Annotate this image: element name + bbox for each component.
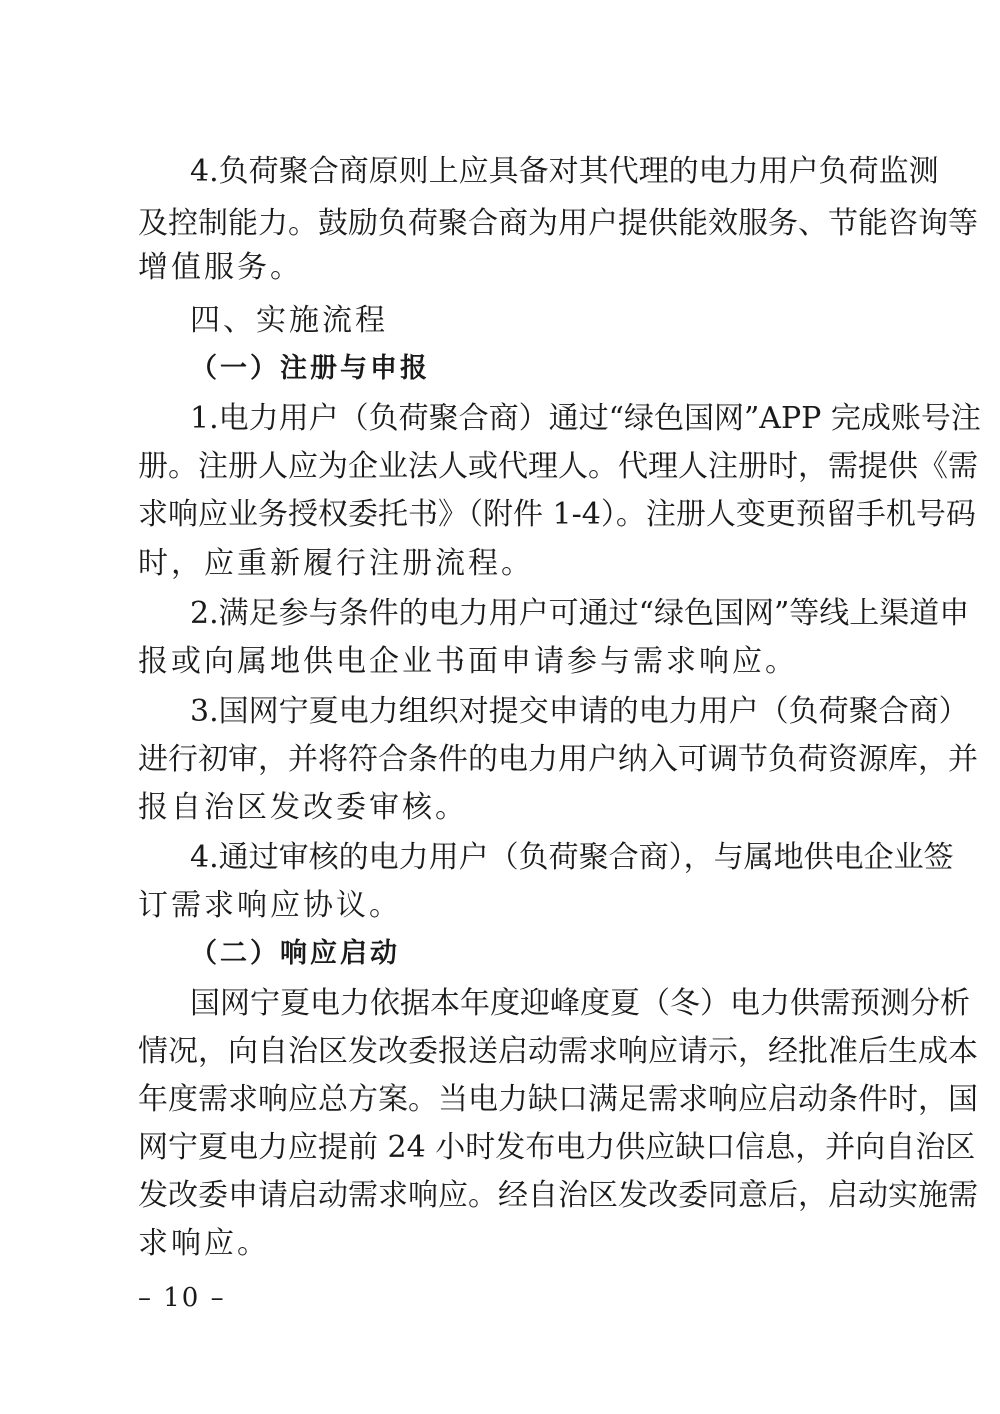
paragraph-line: 订需求响应协议。 [138,888,402,923]
paragraph-line: 3.国网宁夏电力组织对提交申请的电力用户（负荷聚合商） [190,694,969,729]
paragraph-line: 网宁夏电力应提前 24 小时发布电力供应缺口信息，并向自治区 [138,1130,976,1165]
paragraph-line: 及控制能力。鼓励负荷聚合商为用户提供能效服务、节能咨询等 [138,206,978,241]
paragraph-line: 进行初审，并将符合条件的电力用户纳入可调节负荷资源库，并 [138,742,978,777]
paragraph-line: 求响应。 [138,1226,270,1261]
paragraph-line: 报或向属地供电企业书面申请参与需求响应。 [138,644,798,679]
paragraph-line: 增值服务。 [138,250,303,285]
paragraph-line: 国网宁夏电力依据本年度迎峰度夏（冬）电力供需预测分析 [190,986,970,1021]
paragraph-line: 求响应业务授权委托书》（附件 1-4）。注册人变更预留手机号码 [138,497,976,532]
page-number: – 10 – [138,1283,226,1313]
paragraph-line: 册。注册人应为企业法人或代理人。代理人注册时，需提供《需 [138,449,978,484]
paragraph-line: 报自治区发改委审核。 [138,790,468,825]
subsection-heading: （一）注册与申报 [190,353,430,384]
paragraph-line: 2.满足参与条件的电力用户可通过“绿色国网”等线上渠道申 [190,596,970,631]
paragraph-line: 时，应重新履行注册流程。 [138,546,534,581]
paragraph-line: 4.负荷聚合商原则上应具备对其代理的电力用户负荷监测 [190,154,939,189]
paragraph-line: 1.电力用户（负荷聚合商）通过“绿色国网”APP 完成账号注 [190,401,981,436]
section-heading: 四、实施流程 [190,303,388,338]
paragraph-line: 发改委申请启动需求响应。经自治区发改委同意后，启动实施需 [138,1178,978,1213]
paragraph-line: 年度需求响应总方案。当电力缺口满足需求响应启动条件时，国 [138,1082,978,1117]
paragraph-line: 情况，向自治区发改委报送启动需求响应请示，经批准后生成本 [138,1034,978,1069]
paragraph-line: 4.通过审核的电力用户（负荷聚合商），与属地供电企业签 [190,840,954,875]
subsection-heading: （二）响应启动 [190,938,400,969]
